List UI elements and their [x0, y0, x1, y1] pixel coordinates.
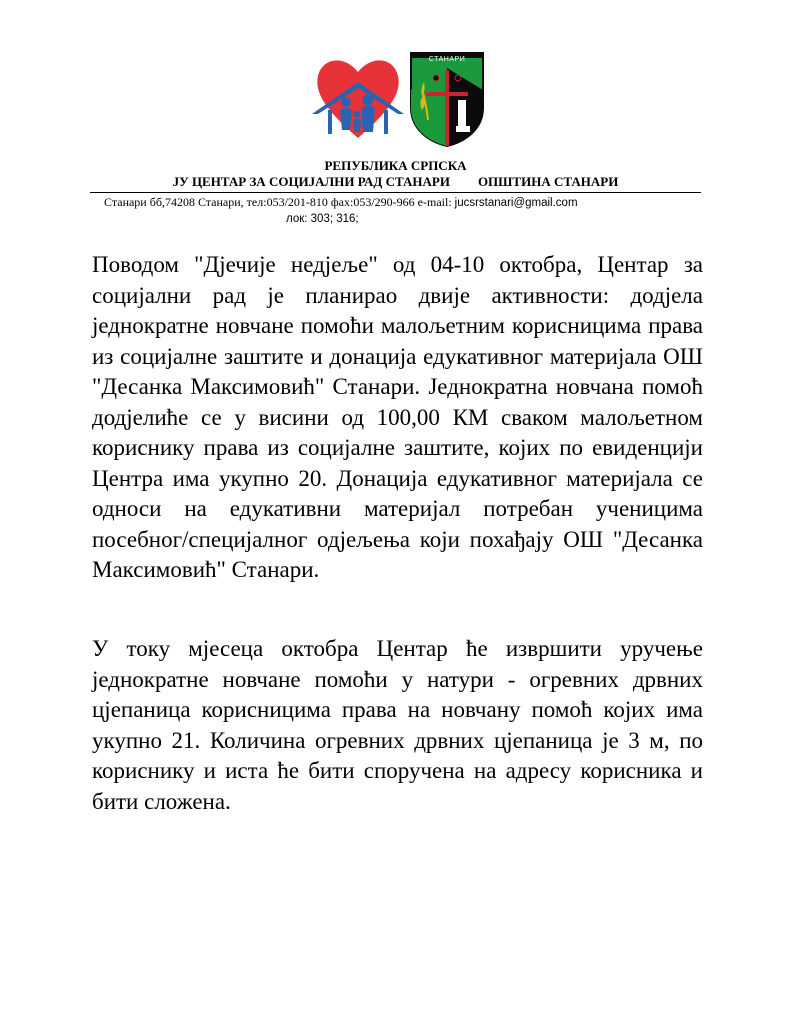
republic-title: РЕПУБЛИКА СРПСКА — [324, 158, 467, 173]
contact-line — [104, 195, 578, 210]
logo-area — [0, 50, 791, 150]
body-paragraph-2: У току мјесеца октобра Центар ће извршити уручење једнократне новчане помоћи у натури - огревних дрвних цјепаница корисницима права на новчану помоћ којих има укупно 21. Количина огревних дрвних цјепаница је 3 м, по кориснику и иста ће бити споручена на адресу корисника и бити сложена. — [92, 636, 703, 814]
social-center-logo — [308, 50, 408, 145]
contact-info: Станари бб,74208 Станари, тел:053/201-810 фах:053/290-966 e-mail: — [104, 195, 455, 209]
body-paragraph-1: Поводом "Дјечије недјеље" од 04-10 октобра, Центар за социјални рад је планирао двије активности: додјела једнократне новчане помоћи малољетним корисницима права из социјалне заштите и донација едукативног материјала ОШ "Десанка Максимовић" Станари. Једнократна новчана помоћ додјелиће се у висини од 100,00 КМ сваком малољетном кориснику права из социјалне заштите, којих по евиденцији Центра има укупно 20. Донација едукативног материјала се односи на едукативни материјал потребан ученицима посебног/специјалног одјељења који похађају ОШ "Десанка Максимовић" Станари. — [92, 252, 703, 582]
institution-line — [90, 174, 701, 190]
municipality-crest — [408, 50, 486, 148]
institution-name: ЈУ ЦЕНТАР ЗА СОЦИЈАЛНИ РАД СТАНАРИ — [172, 174, 450, 189]
municipality-name: ОПШТИНА СТАНАРИ — [477, 174, 619, 189]
email-address: jucsrstanari@gmail.com — [454, 197, 578, 209]
header-divider — [90, 192, 701, 193]
crest-label: СТАНАРИ — [428, 56, 466, 63]
phone-extension: лок: 303; 316; — [286, 213, 359, 225]
